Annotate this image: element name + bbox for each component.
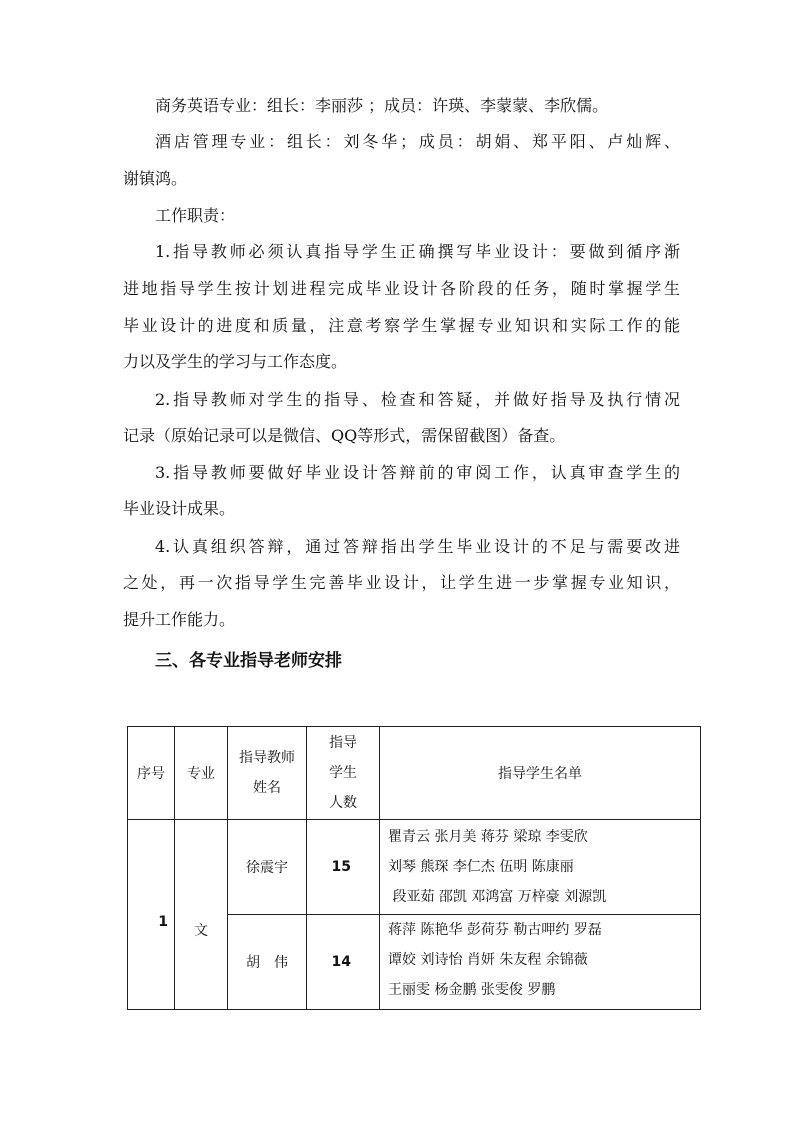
teacher-name: 胡 伟 xyxy=(228,915,307,1010)
header-count-line: 指导 xyxy=(329,735,357,751)
table-row xyxy=(128,820,701,915)
duty-1-line: 毕业设计的进度和质量，注意考察学生掌握专业知识和实际工作的能 xyxy=(123,316,680,335)
student-count: 14 xyxy=(307,915,380,1010)
student-count: 15 xyxy=(307,820,380,915)
duty-1-line: 力以及学生的学习与工作态度。 xyxy=(123,352,348,371)
student-list xyxy=(380,820,701,915)
duty-1-line: 进地指导学生按计划进程完成毕业设计各阶段的任务，随时掌握学生 xyxy=(123,279,680,298)
duty-2-line: 记录（原始记录可以是微信、QQ等形式，需保留截图）备查。 xyxy=(123,426,566,445)
paragraph-hotel-management-cont: 谢镇鸿。 xyxy=(123,169,188,188)
row-index: 1 xyxy=(128,820,175,1010)
table-header-row xyxy=(128,727,701,820)
header-major: 专业 xyxy=(175,727,228,820)
header-index: 序号 xyxy=(128,727,175,820)
duty-3-line: 毕业设计成果。 xyxy=(123,499,236,518)
row-major: 文 xyxy=(175,820,228,1010)
header-teacher xyxy=(228,727,307,820)
duty-4-line: 4.认真组织答辩，通过答辩指出学生毕业设计的不足与需要改进 xyxy=(155,537,680,556)
teacher-name: 徐震宇 xyxy=(228,820,307,915)
student-list-line: 蒋萍 陈艳华 彭荷芬 勒古呷约 罗磊 xyxy=(388,922,602,938)
header-students: 指导学生名单 xyxy=(380,727,701,820)
header-count-line: 人数 xyxy=(329,795,357,811)
advisor-table xyxy=(127,726,701,1010)
student-list-line: 瞿青云 张月美 蒋芬 梁琼 李雯欣 xyxy=(388,829,588,845)
duty-2-line: 2.指导教师对学生的指导、检查和答疑，并做好指导及执行情况 xyxy=(155,390,680,409)
student-list xyxy=(380,915,701,1010)
duty-4-line: 提升工作能力。 xyxy=(123,610,236,629)
header-count xyxy=(307,727,380,820)
duty-3-line: 3.指导教师要做好毕业设计答辩前的审阅工作，认真审查学生的 xyxy=(155,463,680,482)
student-list-line: 谭姣 刘诗怡 肖妍 朱友程 余锦薇 xyxy=(388,952,588,968)
header-teacher-line: 姓名 xyxy=(253,780,281,796)
paragraph-duties-label: 工作职责： xyxy=(155,206,236,225)
paragraph-hotel-management: 酒店管理专业：组长：刘冬华；成员：胡娟、郑平阳、卢灿辉、 xyxy=(155,132,680,151)
section-heading: 三、各专业指导老师安排 xyxy=(155,651,342,671)
duty-1-line: 1.指导教师必须认真指导学生正确撰写毕业设计：要做到循序渐 xyxy=(155,242,680,261)
header-teacher-line: 指导教师 xyxy=(239,750,295,766)
paragraph-business-english: 商务英语专业：组长：李丽莎 ；成员：许瑛、李蒙蒙、李欣儒。 xyxy=(155,96,609,115)
duty-4-line: 之处，再一次指导学生完善毕业设计，让学生进一步掌握专业知识， xyxy=(123,573,680,592)
student-list-line: 王丽雯 杨金鹏 张雯俊 罗鹏 xyxy=(388,982,556,998)
header-count-line: 学生 xyxy=(329,765,357,781)
student-list-line: 段亚茹 邵凯 邓鸿富 万梓豪 刘源凯 xyxy=(388,889,607,905)
student-list-line: 刘琴 熊琛 李仁杰 伍明 陈康丽 xyxy=(388,859,574,875)
